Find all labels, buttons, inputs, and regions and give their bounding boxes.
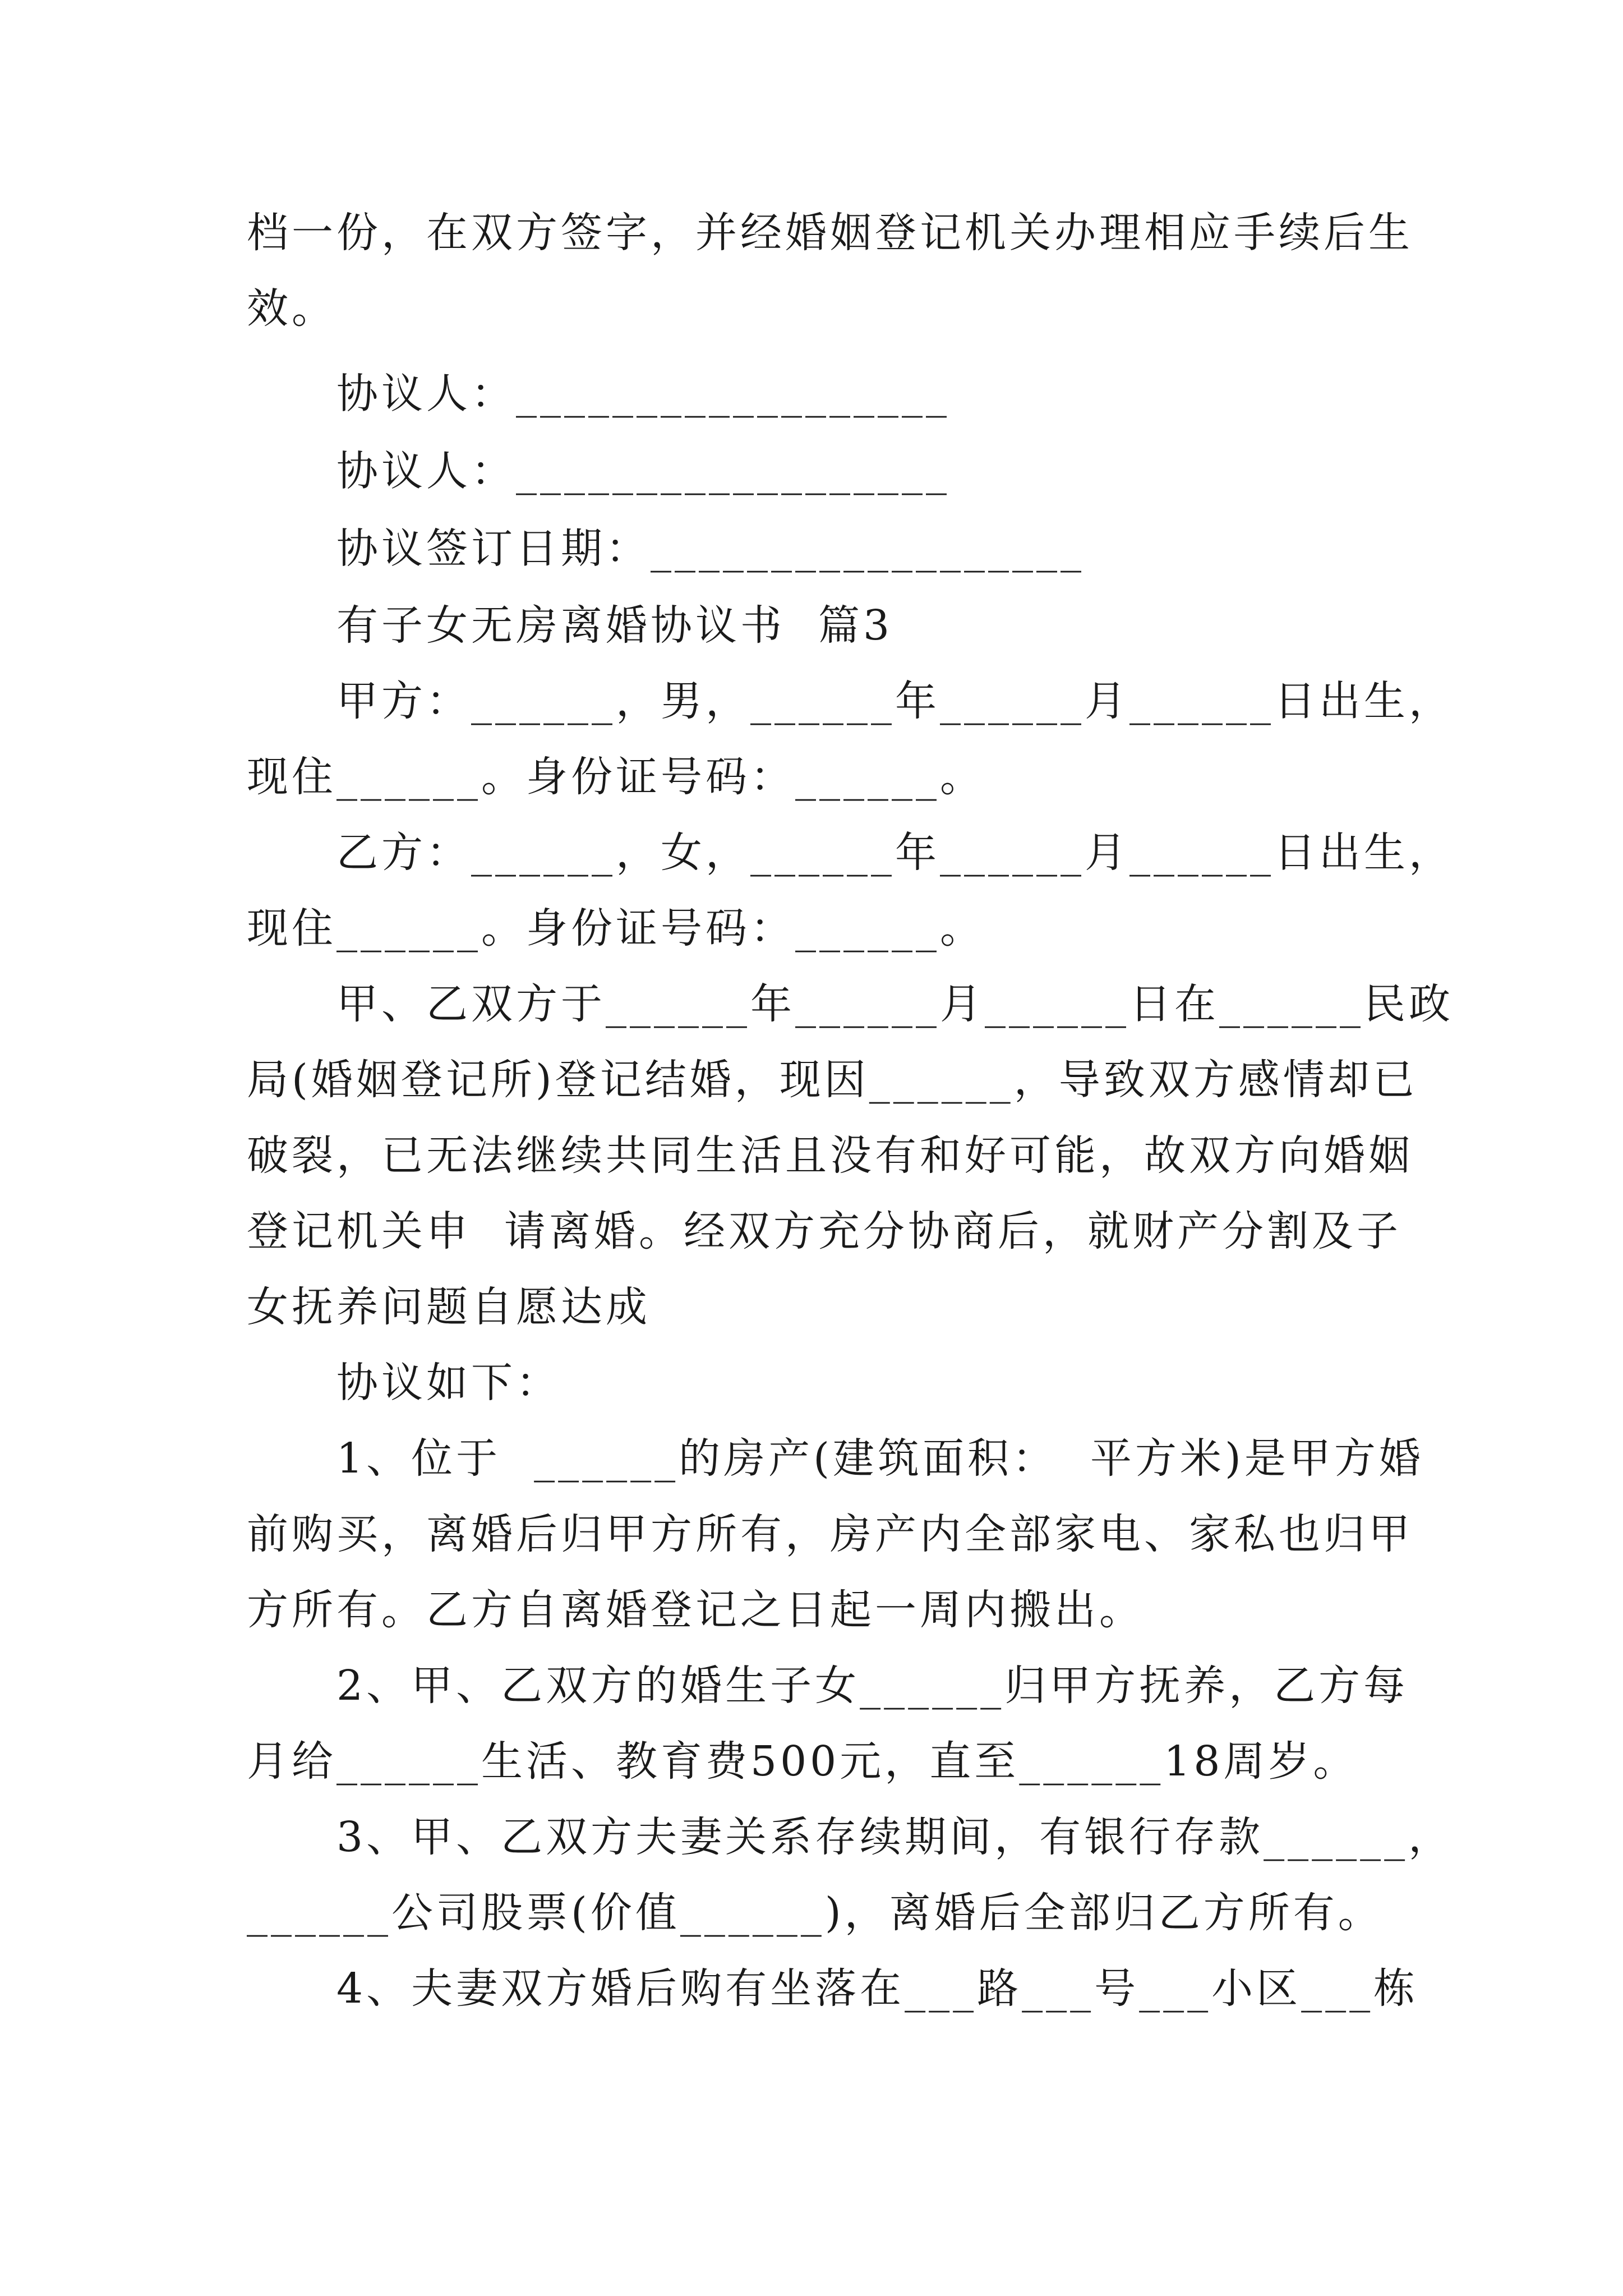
text-line: 档一份，在双方签字，并经婚姻登记机关办理相应手续后生 bbox=[247, 209, 1413, 257]
text-line: 现住______。身份证号码：______。 bbox=[247, 753, 985, 801]
text-line: 甲方：______，男，______年______月______日出生， bbox=[336, 677, 1454, 725]
text-line: 女抚养问题自愿达成 bbox=[247, 1283, 651, 1331]
text-line: 前购买，离婚后归甲方所有，房产内全部家电、家私也归甲 bbox=[247, 1510, 1413, 1558]
text-line: 协议如下： bbox=[336, 1359, 561, 1407]
text-line: 破裂，已无法继续共同生活且没有和好可能，故双方向婚姻 bbox=[247, 1131, 1413, 1180]
text-line: 3、甲、乙双方夫妻关系存续期间，有银行存款______， bbox=[336, 1813, 1454, 1861]
text-line: ______公司股票(价值______)，离婚后全部归乙方所有。 bbox=[247, 1889, 1383, 1937]
text-line: 乙方：______，女，______年______月______日出生， bbox=[336, 829, 1454, 877]
signatory-line: 协议人：__________________ bbox=[336, 447, 950, 495]
signatory-line: 协议人：__________________ bbox=[336, 370, 950, 418]
text-line: 1、位于 ______的房产(建筑面积： 平方米)是甲方婚 bbox=[336, 1434, 1424, 1483]
text-line: 甲、乙双方于______年______月______日在______民政 bbox=[336, 980, 1454, 1028]
text-line: 现住______。身份证号码：______。 bbox=[247, 904, 985, 953]
text-line: 月给______生活、教育费500元，直至______18周岁。 bbox=[247, 1737, 1358, 1786]
text-line: 4、夫妻双方婚后购有坐落在___路___号___小区___栋 bbox=[336, 1964, 1419, 2013]
text-line: 方所有。乙方自离婚登记之日起一周内搬出。 bbox=[247, 1586, 1144, 1634]
text-line: 局(婚姻登记所)登记结婚，现因______，导致双方感情却已 bbox=[247, 1056, 1418, 1104]
text-line: 效。 bbox=[247, 284, 336, 333]
text-line: 2、甲、乙双方的婚生子女______归甲方抚养，乙方每 bbox=[336, 1662, 1409, 1710]
text-line: 登记机关申 请离婚。经双方充分协商后，就财产分割及子 bbox=[247, 1207, 1402, 1255]
signing-date-line: 协议签订日期：__________________ bbox=[336, 524, 1085, 573]
section-heading: 有子女无房离婚协议书 篇3 bbox=[336, 601, 893, 650]
